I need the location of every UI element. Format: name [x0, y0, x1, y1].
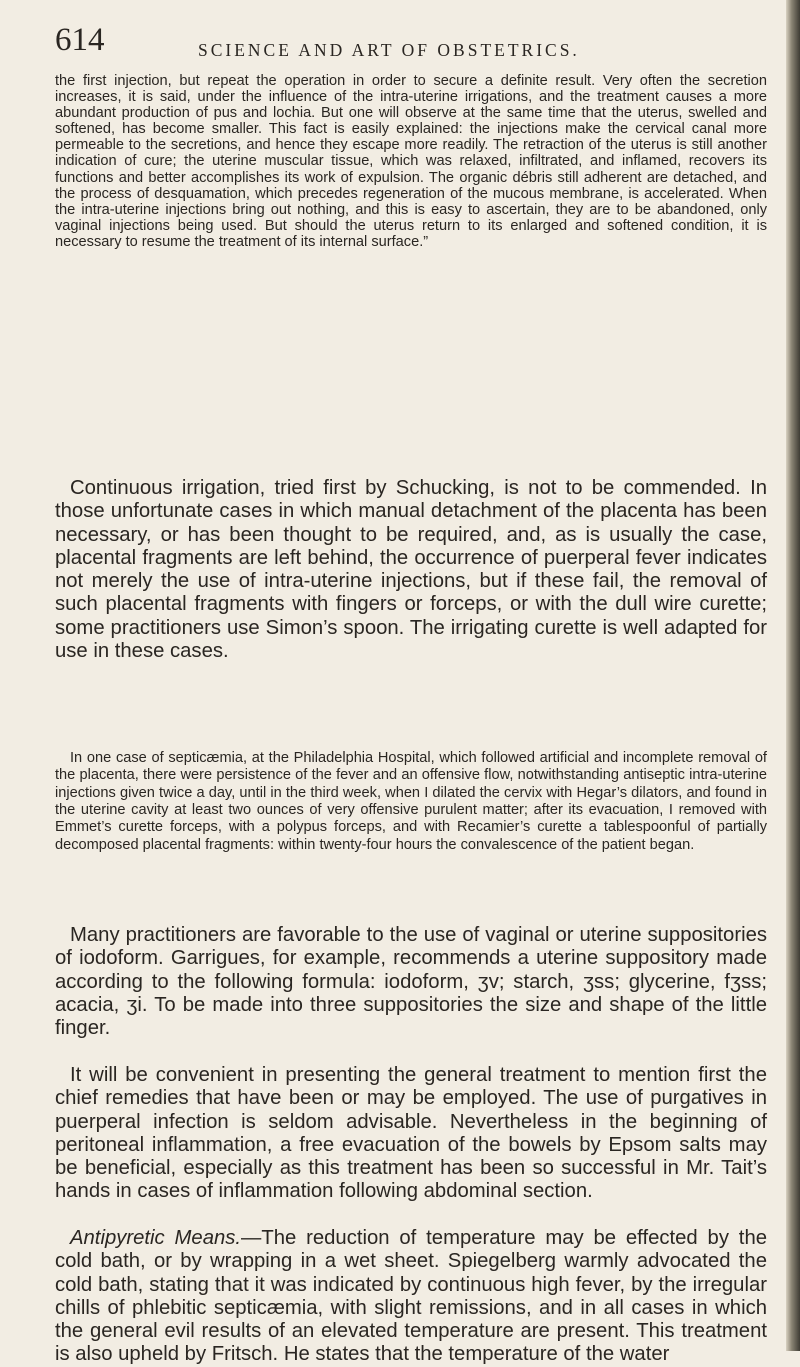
section-lead-antipyretic: Antipyretic Means.: [70, 1227, 242, 1249]
body-paragraph-suppositories: Many practitioners are favorable to the use of vaginal or uterine suppositories of iodoform. Garrigues, for example, recommends a uterine suppository made according to the following formula: iodoform, ʒv; starch, ʒss; glycerine, fʒss; acacia, ʒi. To be made into three suppositories the size and shape of the little finger.: [55, 924, 767, 1039]
quoted-paragraph: the first injection, but repeat the operation in order to secure a definite result. Very often the secretion increases, it is said, under the influence of the intra-uterine irrigations, and the treatment causes a more abundant production of pus and lochia. But one will observe at the same time that the uterus, swelled and softened, has become smaller. This fact is easily explained: the injections make the cervical canal more permeable to the secretions, and hence they escape more readily. The retraction of the uterus is still another indication of cure; the uterine muscular tissue, which was relaxed, infiltrated, and inflamed, recovers its functions and better accomplishes its work of expulsion. The organic débris still adherent are detached, and the process of desquamation, which precedes regeneration of the mucous membrane, is accelerated. When the intra-uterine injections bring out nothing, and this is easy to ascertain, they are to be abandoned, only vaginal injections being used. But should the uterus return to its enlarged and softened condition, it is necessary to resume the treatment of its internal surface.”: [55, 73, 767, 250]
running-head: SCIENCE AND ART OF OBSTETRICS.: [198, 40, 580, 60]
body-paragraph-continuous-irrigation: Continuous irrigation, tried first by Schucking, is not to be commended. In those unfortunate cases in which manual detachment of the placenta has been necessary, or has been thought to be required, and, as is usually the case, placental fragments are left behind, the occurrence of puerperal fever indicates not merely the use of intra-uterine injections, but if these fail, the removal of such placental fragments with fingers or forceps, or with the dull wire curette; some practitioners use Simon’s spoon. The irrigating curette is well adapted for use in these cases.: [55, 477, 767, 662]
antipyretic-text: —The reduction of temperature may be effected by the cold bath, or by wrapping in a wet sheet. Spiegelberg warmly advocated the cold bath, stating that it was indicated by continuous high fever, by the irregular chills of phlebitic septicæmia, with slight remissions, and in all cases in which the general evil results of an elevated temperature are present. This treatment is also upheld by Fritsch. He states that the temperature of the water: [55, 1227, 767, 1366]
page-header: [55, 18, 755, 68]
body-paragraph-remedies: It will be convenient in presenting the general treatment to mention first the chief remedies that have been or may be employed. The use of purgatives in puerperal infection is seldom advisable. Nevertheless in the beginning of peritoneal inflammation, a free evacuation of the bowels by Epsom salts may be beneficial, especially as this treatment has been so successful in Mr. Tait’s hands in cases of inflammation following abdominal section.: [55, 1064, 767, 1203]
case-report-paragraph: In one case of septicæmia, at the Philadelphia Hospital, which followed artificial and incomplete removal of the placenta, there were persistence of the fever and an offensive flow, notwithstanding antiseptic intra-uterine injections given twice a day, until in the third week, when I dilated the cervix with Hegar’s dilators, and found in the uterine cavity at least two ounces of very offensive purulent matter; after its evacuation, I removed with Emmet’s curette forceps, with a polypus forceps, and with Recamier’s curette a tablespoonful of partially decomposed placental fragments: within twenty-four hours the convalescence of the patient began.: [55, 750, 767, 853]
page-gutter-shadow: [786, 0, 800, 1351]
body-paragraph-antipyretic: [55, 1227, 767, 1367]
page-number: 614: [55, 22, 105, 58]
